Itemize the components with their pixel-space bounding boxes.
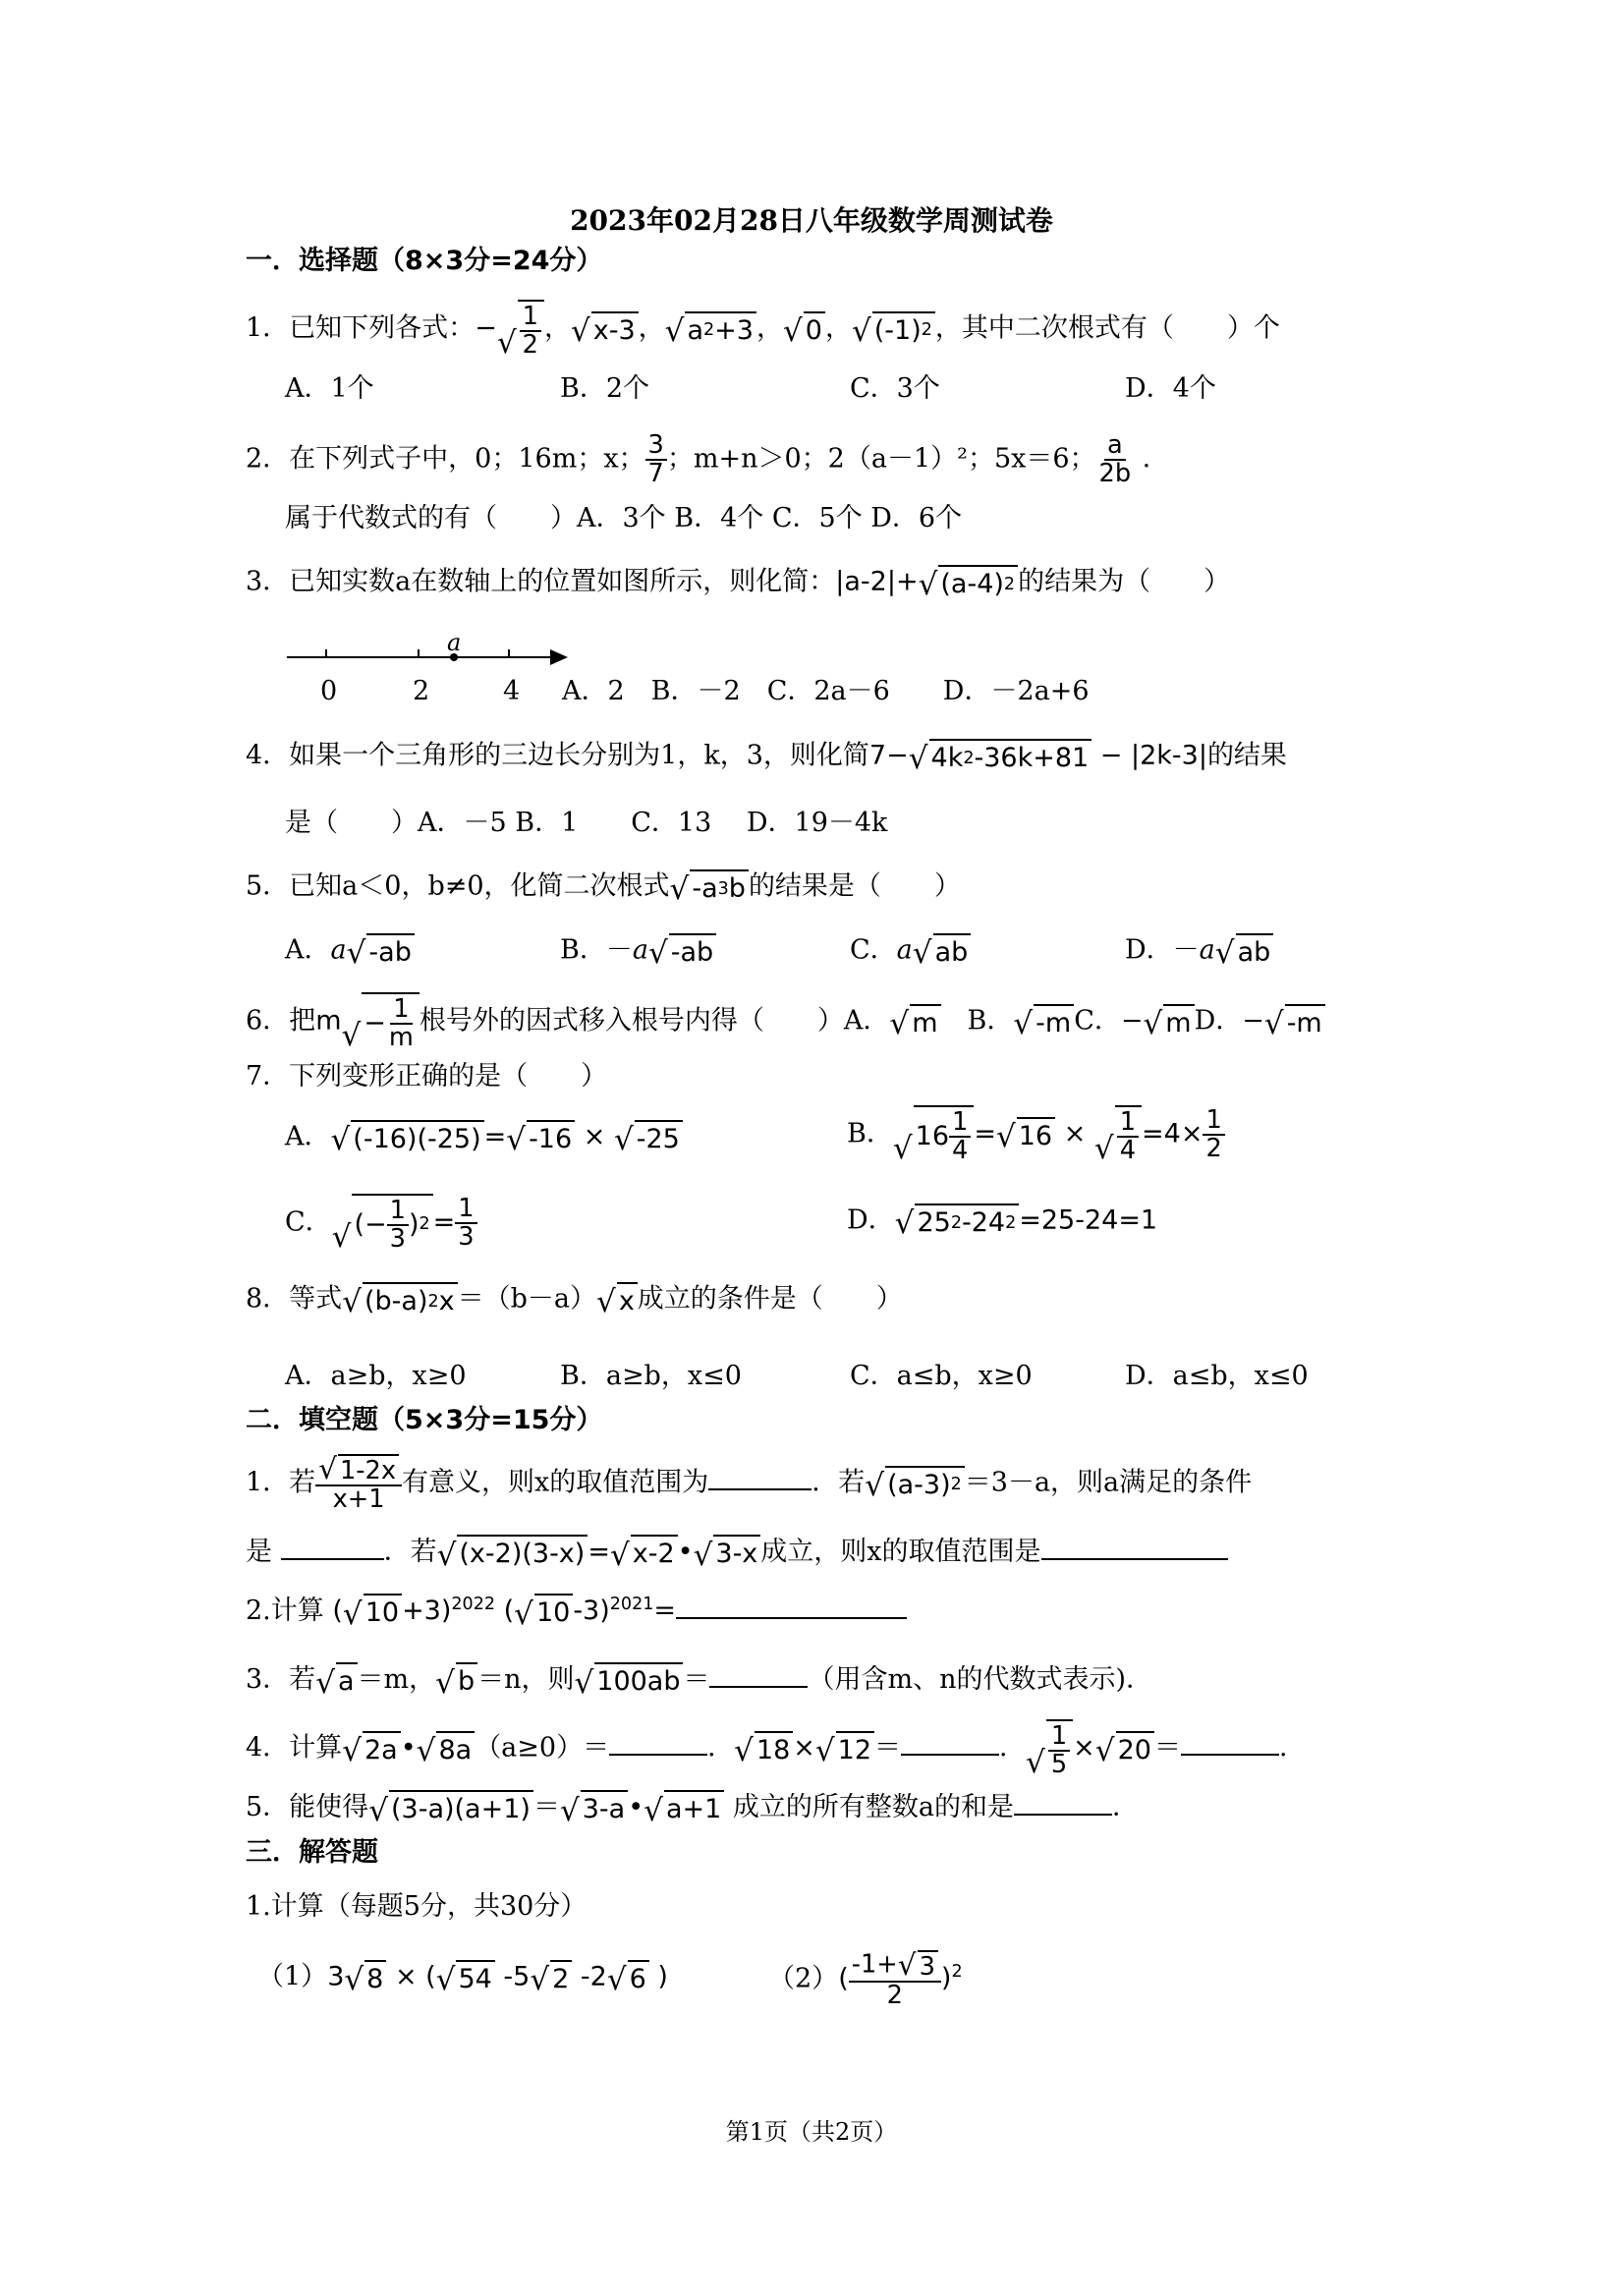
answer-1-part-2: （2）( -1+ √ 3 2 )$^2$ xyxy=(768,1948,963,2010)
section-choice-heading: 一．选择题（8×3分=24分） xyxy=(246,246,603,276)
question-3-stem: 3．已知实数a在数轴上的位置如图所示，则化简：|a-2|+ √ (a-4) 2 的结果为（ ） xyxy=(246,566,1231,603)
question-1-option-c: C．3个 xyxy=(850,373,940,404)
section-answer-heading: 三．解答题 xyxy=(246,1837,378,1868)
fill-1-blank-1[interactable] xyxy=(708,1463,812,1490)
question-1-option-d: D．4个 xyxy=(1125,373,1216,404)
question-7-option-b: B． √ 16 $\frac{1}{4}$ = √ 16 × √ $\frac{1}{4}$ =4× $\frac{1}{2}$ xyxy=(847,1105,1225,1164)
question-7-option-a: A． √ (-16)(-25) = √ -16 × √ -25 xyxy=(285,1120,683,1155)
question-4-options: 是（ ）A．－5 B．1 C．13 D．19－4k xyxy=(285,808,888,838)
number-line-tick-4: 4 xyxy=(503,676,521,706)
question-8-option-d: D．a≤b，x≤0 xyxy=(1125,1361,1309,1391)
question-6-stem: 6．把m √ − $\frac{1}{m}$ 根号外的因式移入根号内得（ ）A． √ m B． √ -m C．− √ m D．− √ -m xyxy=(246,992,1325,1051)
fill-1-blank-3[interactable] xyxy=(1041,1533,1228,1560)
question-3-options: A．2 B．－2 C．2a－6 D．－2a+6 xyxy=(562,676,1090,706)
number-line-label-a: a xyxy=(447,629,462,656)
page-footer: 第1页（共2页） xyxy=(725,2118,898,2146)
fill-4-blank-2[interactable] xyxy=(901,1728,999,1756)
question-1-stem: 1．已知下列各式：− √ $\frac{1}{2}$ ， √ x-3 ， √ a 2 +3 ， √ 0 ， √ (-1) 2 ，其中二次根式有（ ）个 xyxy=(246,302,1280,361)
question-8-option-b: B．a≥b，x≤0 xyxy=(560,1361,742,1391)
fill-1-line-2: 是 ．若 √ (x-2)(3-x) = √ x-2 • √ 3-x 成立，则x的取值范围是 xyxy=(246,1533,1228,1571)
section-fill-heading: 二．填空题（5×3分=15分） xyxy=(246,1405,603,1435)
fill-3-blank[interactable] xyxy=(709,1660,808,1688)
fill-5-blank[interactable] xyxy=(1014,1788,1112,1816)
fill-1-line-1: 1．若 √ 1-2x x+1 有意义，则x的取值范围为 ．若 √ (a-3) 2 ＝3－a，则a满足的条件 xyxy=(246,1452,1253,1514)
question-7-stem: 7．下列变形正确的是（ ） xyxy=(246,1061,608,1092)
question-8-option-a: A．a≥b，x≥0 xyxy=(285,1361,467,1391)
question-5-stem: 5．已知a＜0，b≠0，化简二次根式 √ -a 3 b 的结果是（ ） xyxy=(246,870,961,908)
question-2-stem: 2．在下列式子中，0；16m；x； $\frac{3}{7}$ ；m+n＞0；2（a－1）²；5x＝6； $\frac{a}{2b}$ ． xyxy=(246,430,1169,488)
question-5-option-d: D．－a √ ab xyxy=(1125,933,1273,969)
question-7-option-c: C． √ (− $\frac{1}{3}$ ) 2 = $\frac{1}{3}$ xyxy=(285,1194,477,1253)
question-1-option-b: B．2个 xyxy=(560,373,650,404)
page-title: 2023年02月28日八年级数学周测试卷 xyxy=(570,204,1053,237)
fill-5-line: 5．能使得 √ (3-a)(a+1) ＝ √ 3-a • √ a+1 成立的所有整数a的和是 ． xyxy=(246,1788,1139,1826)
answer-1-heading: 1.计算（每题5分，共30分） xyxy=(246,1891,588,1922)
question-1-option-a: A．1个 xyxy=(285,373,374,404)
number-line-tick-0: 0 xyxy=(320,676,338,706)
fill-2-blank[interactable] xyxy=(676,1592,907,1619)
question-5-option-a: A．a √ -ab xyxy=(285,933,415,969)
fill-4-blank-3[interactable] xyxy=(1181,1728,1279,1756)
fill-2-line: 2.计算 ( √ 10 +3)$^{2022}$ ( √ 10 -3)$^{2021}$= xyxy=(246,1592,907,1630)
fill-4-blank-1[interactable] xyxy=(609,1728,707,1756)
question-4-stem: 4．如果一个三角形的三边长分别为1，k，3，则化简7− √ 4k 2 -36k+81 − |2k-3|的结果 xyxy=(246,740,1287,777)
question-8-option-c: C．a≤b，x≥0 xyxy=(850,1361,1033,1391)
number-line-tick-2: 2 xyxy=(413,676,430,706)
question-5-option-b: B．－a √ -ab xyxy=(560,933,716,969)
fill-4-line: 4．计算 √ 2a • √ 8a （a≥0）＝ ． √ 18 × √ 12 ＝ ． √ $\frac{1}{5}$ × √ 20 ＝ ． xyxy=(246,1721,1306,1780)
question-5-option-c: C．a √ ab xyxy=(850,933,971,969)
question-8-stem: 8．等式 √ (b-a) 2 x ＝（b－a） √ x 成立的条件是（ ） xyxy=(246,1283,903,1320)
fill-1-blank-2[interactable] xyxy=(281,1533,384,1560)
question-2-options: 属于代数式的有（ ）A．3个 B．4个 C．5个 D．6个 xyxy=(285,503,963,533)
question-7-option-d: D． √ 25 2 -24 2 =25-24=1 xyxy=(847,1204,1158,1242)
fill-3-line: 3．若 √ a ＝m， √ b ＝n，则 √ 100ab ＝ （用含m、n的代数式表示)． xyxy=(246,1660,1152,1699)
answer-1-part-1: （1）3 √ 8 × ( √ 54 -5 √ 2 -2 √ 6 ) xyxy=(257,1961,668,1998)
